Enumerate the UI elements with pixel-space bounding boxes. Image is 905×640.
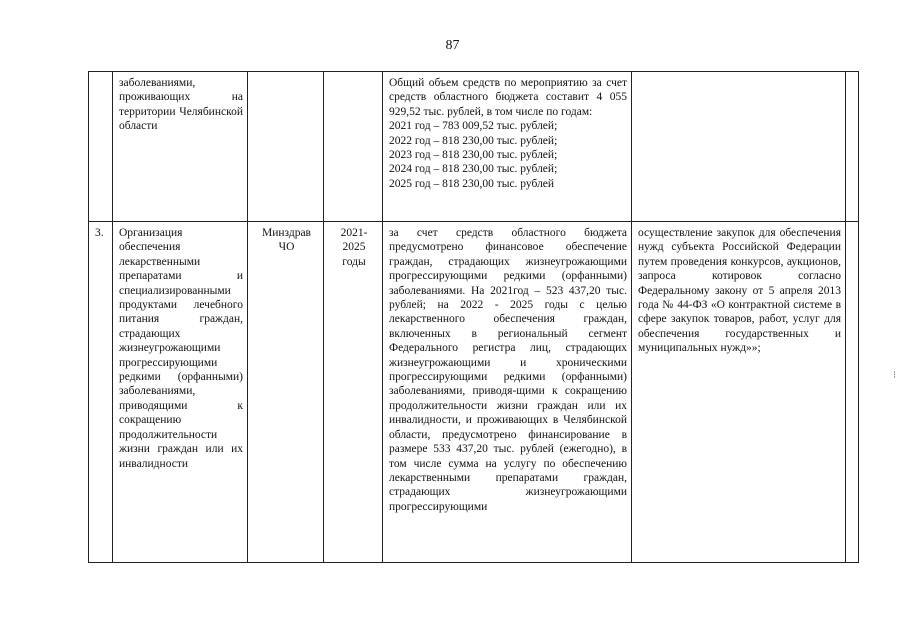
funding-cell: за счет средств областного бюджета предусмотрено финансовое обеспечение граждан, страдающих жизнеугрожающими прогрессирующими редкими (орфанными) заболеваниями. На 2021год – 523 437,20 тыс. рублей; на 2022 - 2025 годы с целью лекарственного обеспечения граждан, включенных в региональный сегмент Федерального регистра лиц, страдающих жизнеугрожающими и хроническими прогрессирующими редкими (орфанными) заболеваниями, приводя-щими к сокращению продолжительности жизни граждан или их инвалидности, и проживающих в Челябинской области, предусмотрено финансирование в размере 533 437,20 тыс. рублей (ежегодно), в том числе сумма на услугу по обеспечению лекарственными препаратами граждан, страдающих жизнеугрожающими прогрессирующими <box>383 222 632 563</box>
description-cell: заболеваниями, проживающих на территории Челябинской области <box>113 72 248 222</box>
description-cell: Организация обеспечения лекарственными препаратами и специализированными продуктами лечебного питания граждан, страдающих жизнеугрожающими прогрессирующими редкими (орфанными) заболеваниями, приводящими к сокращению продолжительности жизни граждан или их инвалидности <box>113 222 248 563</box>
period-cell <box>324 72 383 222</box>
period-cell: 2021-2025 годы <box>324 222 383 563</box>
program-table <box>88 71 859 563</box>
funding-year-2021: 2021 год – 783 009,52 тыс. рублей; <box>389 120 558 133</box>
margin-tick-mark: ⁝ <box>893 370 897 381</box>
funding-year-2024: 2024 год – 818 230,00 тыс. рублей; <box>389 163 558 176</box>
funding-intro: Общий объем средств по мероприятию за счет средств областного бюджета составит 4 055 929,52 тыс. рублей, в том числе по годам: <box>389 77 627 118</box>
responsible-cell <box>248 72 324 222</box>
extra-cell <box>846 72 859 222</box>
notes-cell <box>632 72 846 222</box>
table-row <box>89 222 859 563</box>
funding-cell <box>383 72 632 222</box>
extra-cell <box>846 222 859 563</box>
row-number-cell <box>89 72 113 222</box>
table-row <box>89 72 859 222</box>
funding-year-2023: 2023 год – 818 230,00 тыс. рублей; <box>389 149 558 162</box>
responsible-cell: Минздрав ЧО <box>248 222 324 563</box>
page-number: 87 <box>445 38 460 53</box>
funding-year-2022: 2022 год – 818 230,00 тыс. рублей; <box>389 134 558 147</box>
funding-year-2025: 2025 год – 818 230,00 тыс. рублей <box>389 177 555 190</box>
row-number-cell: 3. <box>89 222 113 563</box>
notes-cell: осуществление закупок для обеспечения нужд субъекта Российской Федерации путем проведения конкурсов, аукционов, запроса котировок согласно Федеральному закону от 5 апреля 2013 года № 44-ФЗ «О контрактной системе в сфере закупок товаров, работ, услуг для обеспечения государственных и муниципальных нужд»»; <box>632 222 846 563</box>
